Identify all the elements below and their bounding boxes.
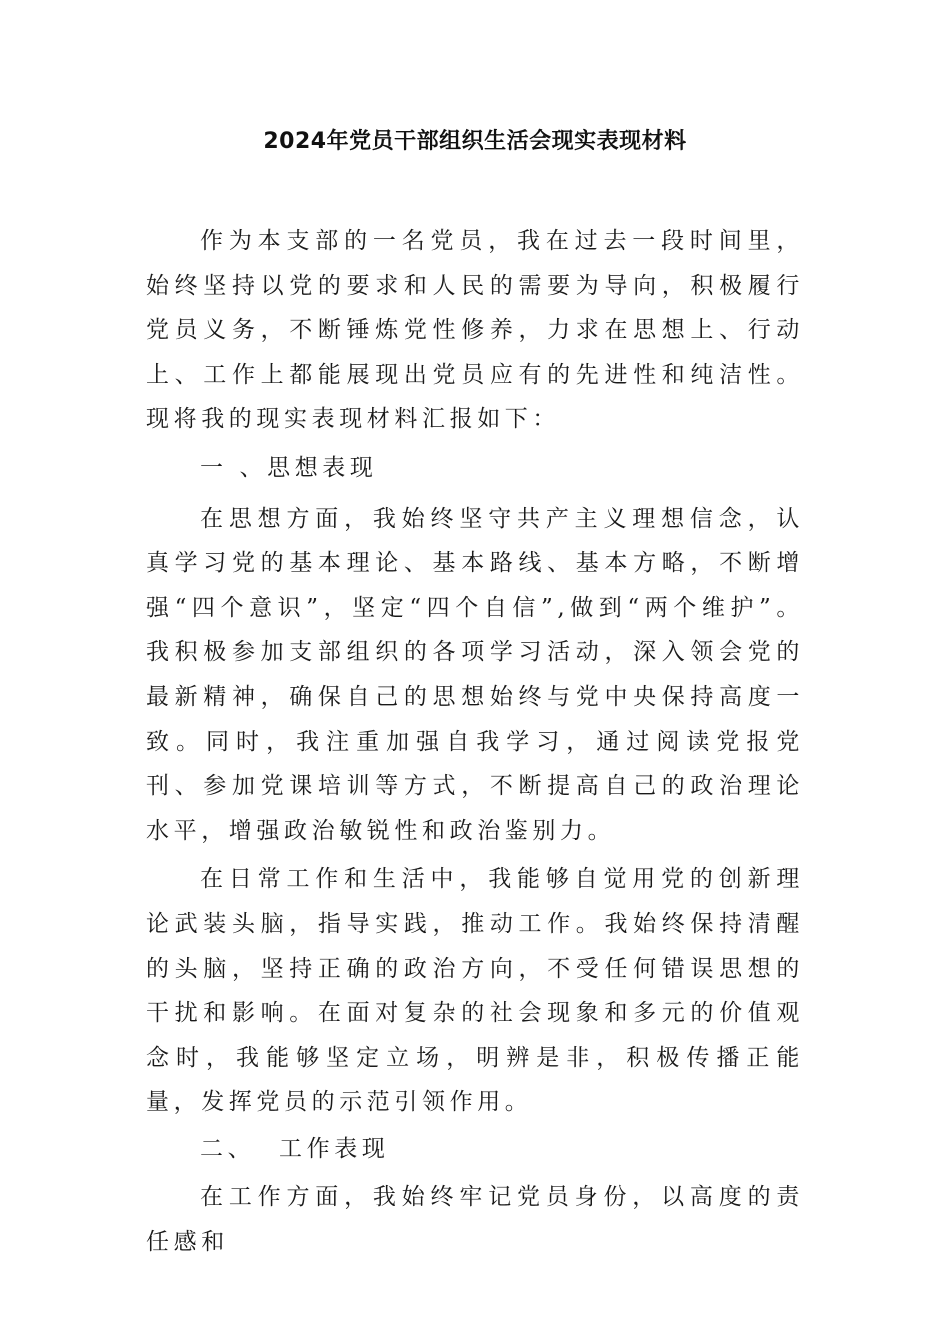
thought-paragraph-1: 在思想方面，我始终坚守共产主义理想信念，认真学习党的基本理论、基本路线、基本方略，不断增强“四个意识”，坚定“四个自信”,做到“两个维护”。我积极参加支部组织的各项学习活动，深入领会党的最新精神，确保自己的思想始终与党中央保持高度一致。同时，我注重加强自我学习，通过阅读党报党刊、参加党课培训等方式，不断提高自己的政治理论水平，增强政治敏锐性和政治鉴别力。	[146, 505, 804, 844]
work-paragraph-1: 在工作方面，我始终牢记党员身份，以高度的责任感和	[146, 1184, 804, 1256]
document-title: 2024年党员干部组织生活会现实表现材料	[263, 129, 687, 154]
thought-paragraph-2: 在日常工作和生活中，我能够自觉用党的创新理论武装头脑，指导实践，推动工作。我始终保持清醒的头脑，坚持正确的政治方向，不受任何错误思想的干扰和影响。在面对复杂的社会现象和多元的价值观念时，我能够坚定立场，明辨是非，积极传播正能量，发挥党员的示范引领作用。	[146, 866, 804, 1116]
section-heading-thought: 一 、思想表现	[200, 454, 378, 481]
intro-paragraph: 作为本支部的一名党员，我在过去一段时间里，始终坚持以党的要求和人民的需要为导向，积极履行党员义务，不断锤炼党性修养，力求在思想上、行动上、工作上都能展现出党员应有的先进性和纯洁性。现将我的现实表现材料汇报如下：	[146, 228, 804, 433]
section-heading-work: 二、 工作表现	[200, 1135, 390, 1162]
document-body	[146, 219, 804, 1265]
